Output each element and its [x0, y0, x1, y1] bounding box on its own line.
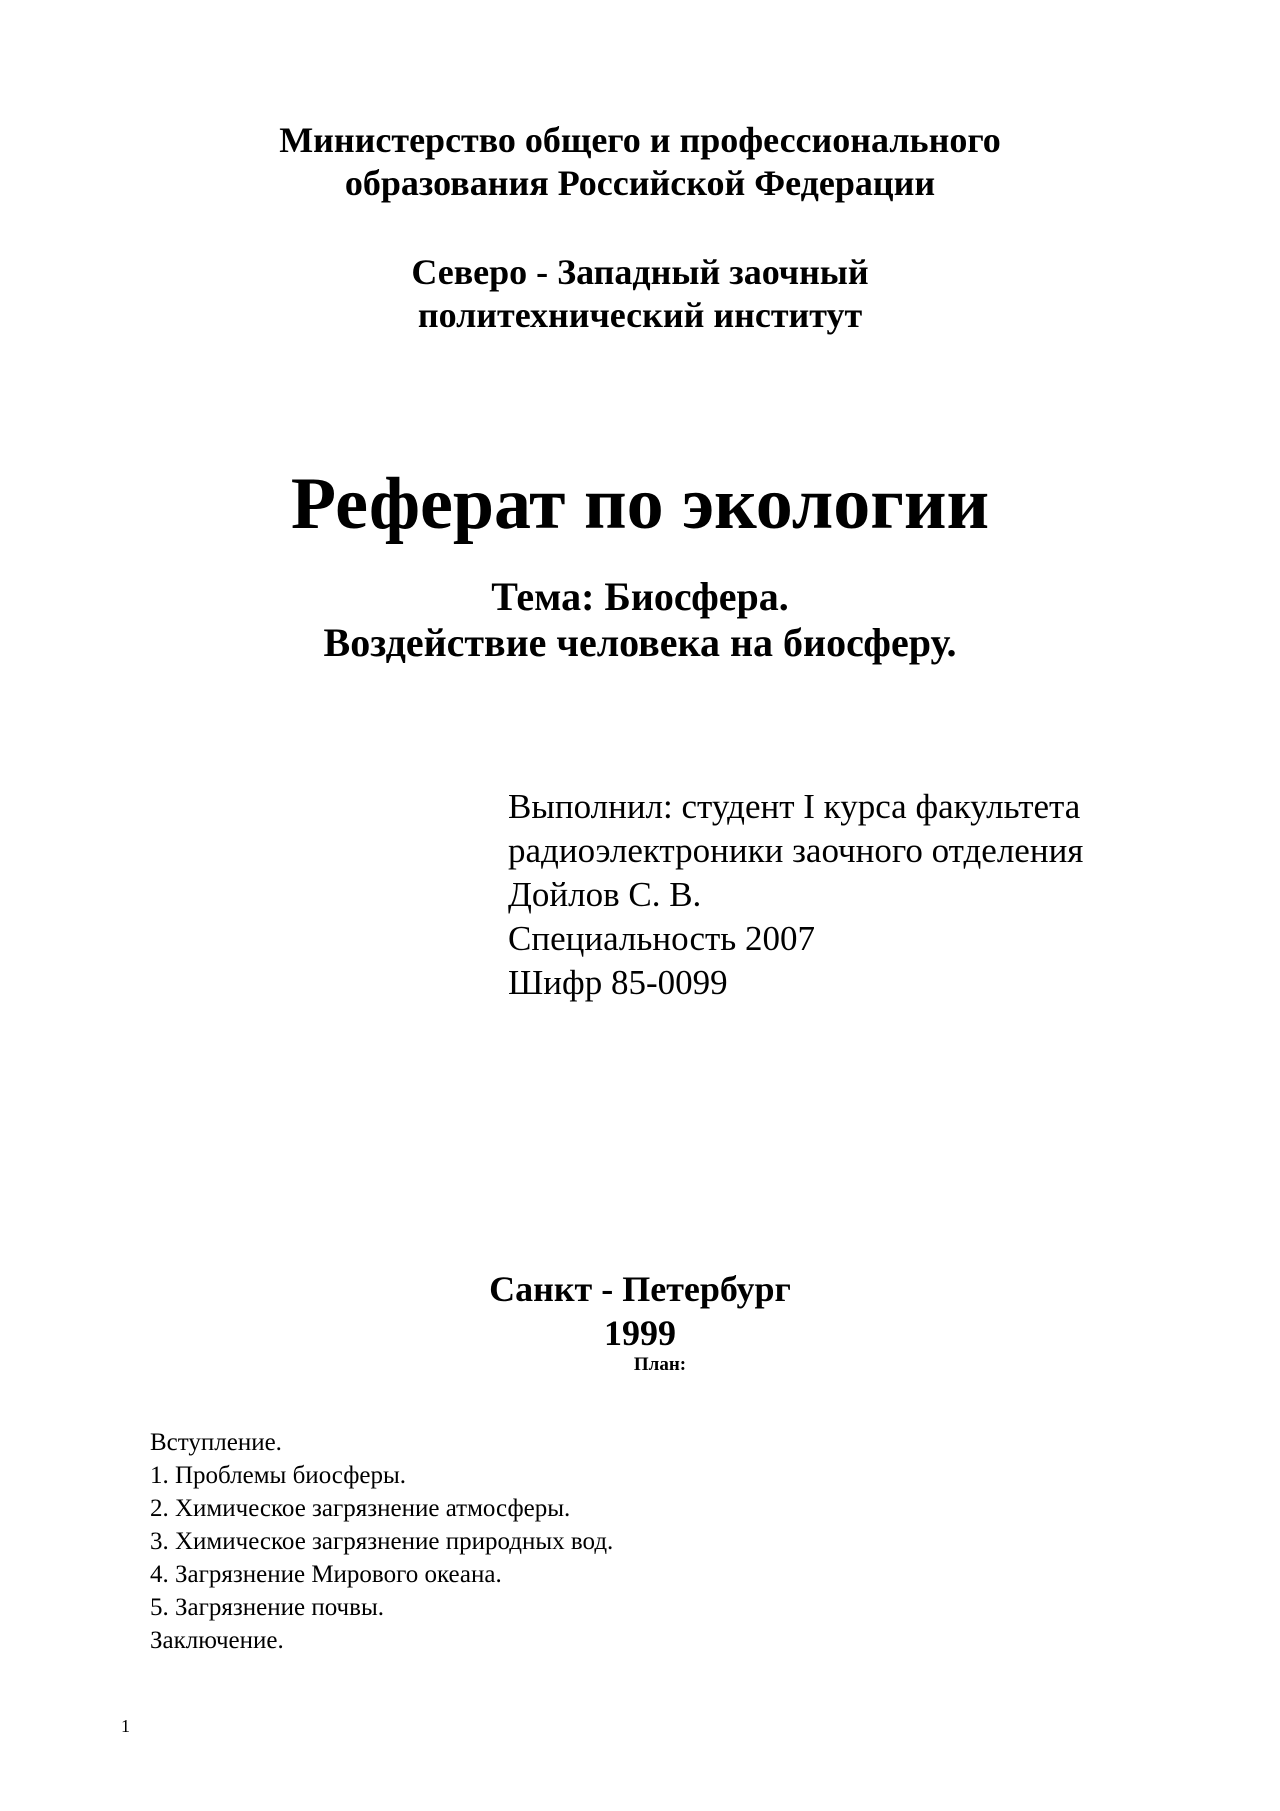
topic-line-2: Воздействие человека на биосферу. [323, 620, 957, 665]
ministry-line-1: Министерство общего и профессионального [279, 120, 1001, 160]
author-info [508, 785, 1083, 1005]
institute-line-1: Северо - Западный заочный [411, 252, 869, 292]
institute-line-2: политехнический институт [417, 295, 863, 335]
page-number: 1 [121, 1716, 130, 1736]
institute-name [0, 251, 1280, 337]
author-line: Специальность 2007 [508, 919, 815, 958]
ministry-header [0, 119, 1280, 205]
city: Санкт - Петербург [489, 1269, 791, 1309]
year: 1999 [604, 1313, 676, 1353]
plan-item: 5. Загрязнение почвы. [150, 1594, 384, 1621]
author-line: радиоэлектроники заочного отделения [508, 831, 1084, 870]
ministry-line-2: образования Российской Федерации [344, 163, 936, 203]
document-topic [0, 574, 1280, 666]
plan-heading: План: [633, 1354, 687, 1375]
city-year [0, 1267, 1280, 1355]
plan-list [150, 1426, 613, 1657]
document-title: Реферат по экологии [290, 463, 990, 545]
author-line: Дойлов С. В. [508, 875, 702, 914]
author-line: Шифр 85-0099 [508, 963, 728, 1002]
plan-item: Вступление. [150, 1429, 282, 1456]
author-line: Выполнил: студент I курса факультета [508, 787, 1081, 826]
plan-item: 3. Химическое загрязнение природных вод. [150, 1528, 614, 1555]
topic-line-1: Тема: Биосфера. [491, 574, 789, 619]
plan-item: Заключение. [150, 1627, 284, 1654]
plan-item: 1. Проблемы биосферы. [150, 1462, 407, 1489]
plan-item: 4. Загрязнение Мирового океана. [150, 1561, 502, 1588]
plan-item: 2. Химическое загрязнение атмосферы. [150, 1495, 571, 1522]
